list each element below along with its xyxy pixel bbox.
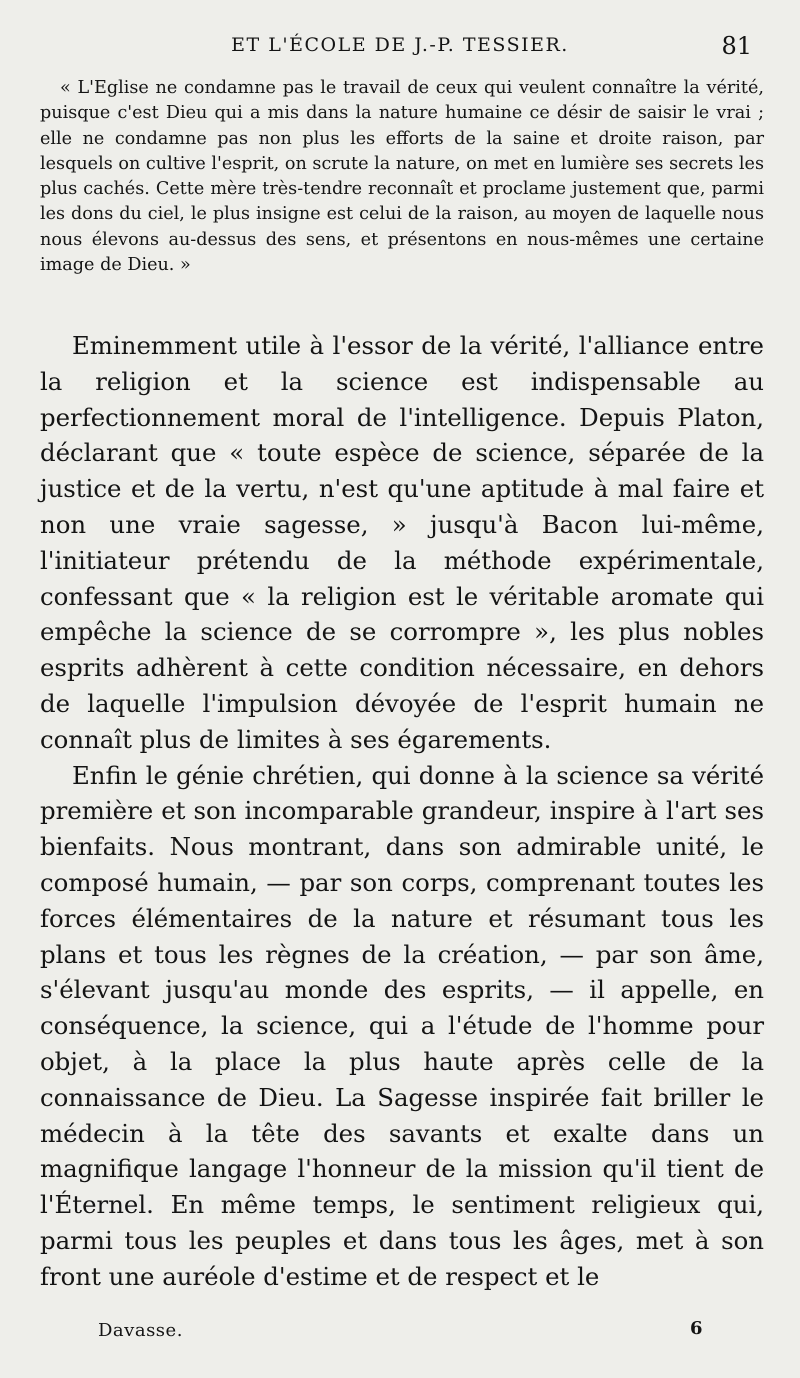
page-header: [40, 32, 760, 64]
sheet-number: 6: [690, 1318, 703, 1339]
quote-paragraph: « L'Eglise ne condamne pas le travail de ceux qui veulent connaître la vérité, puisque c'est Dieu qui a mis dans la nature humaine ce désir de saisir le vrai ; elle ne condamne pas non plus les efforts de la saine et droite raison, par lesquels on cultive l'esprit, on scrute la nature, on met en lumière ses secrets les plus cachés. Cette mère très-tendre reconnaît et proclame justement que, parmi les dons du ciel, le plus insigne est celui de la raison, au moyen de laquelle nous nous élevons au-dessus des sens, et présentons en nous-mêmes une certaine image de Dieu. »: [40, 78, 764, 276]
paragraph-1: Eminemment utile à l'essor de la vérité, l'alliance entre la religion et la science est indispensable au perfectionnement moral de l'intelligence. Depuis Platon, déclarant que « toute espèce de science, séparée de la justice et de la vertu, n'est qu'une aptitude à mal faire et non une vraie sagesse, » jusqu'à Bacon lui-même, l'initiateur prétendu de la méthode expérimentale, confessant que « la religion est le véritable aromate qui empêche la science de se corrompre », les plus nobles esprits adhèrent à cette condition nécessaire, en dehors de laquelle l'impulsion dévoyée de l'esprit humain ne connaît plus de limites à ses égarements.: [40, 331, 764, 754]
running-title: ET L'ÉCOLE DE J.-P. TESSIER.: [231, 34, 569, 56]
printer-signature: Davasse.: [98, 1320, 183, 1341]
quoted-passage: [40, 76, 764, 278]
main-text: [40, 328, 764, 1295]
page-number: 81: [721, 32, 752, 60]
paragraph-2: Enfin le génie chrétien, qui donne à la science sa vérité première et son incomparable grandeur, inspire à l'art ses bienfaits. Nous montrant, dans son admirable unité, le composé humain, — par son corps, comprenant toutes les forces élémentaires de la nature et résumant tous les plans et tous les règnes de la création, — par son âme, s'élevant jusqu'au monde des esprits, — il appelle, en conséquence, la science, qui a l'étude de l'homme pour objet, à la place la plus haute après celle de la connaissance de Dieu. La Sagesse inspirée fait briller le médecin à la tête des savants et exalte dans un magnifique langage l'honneur de la mission qu'il tient de l'Éternel. En même temps, le sentiment religieux qui, parmi tous les peuples et dans tous les âges, met à son front une auréole d'estime et de respect et le: [40, 760, 764, 1291]
